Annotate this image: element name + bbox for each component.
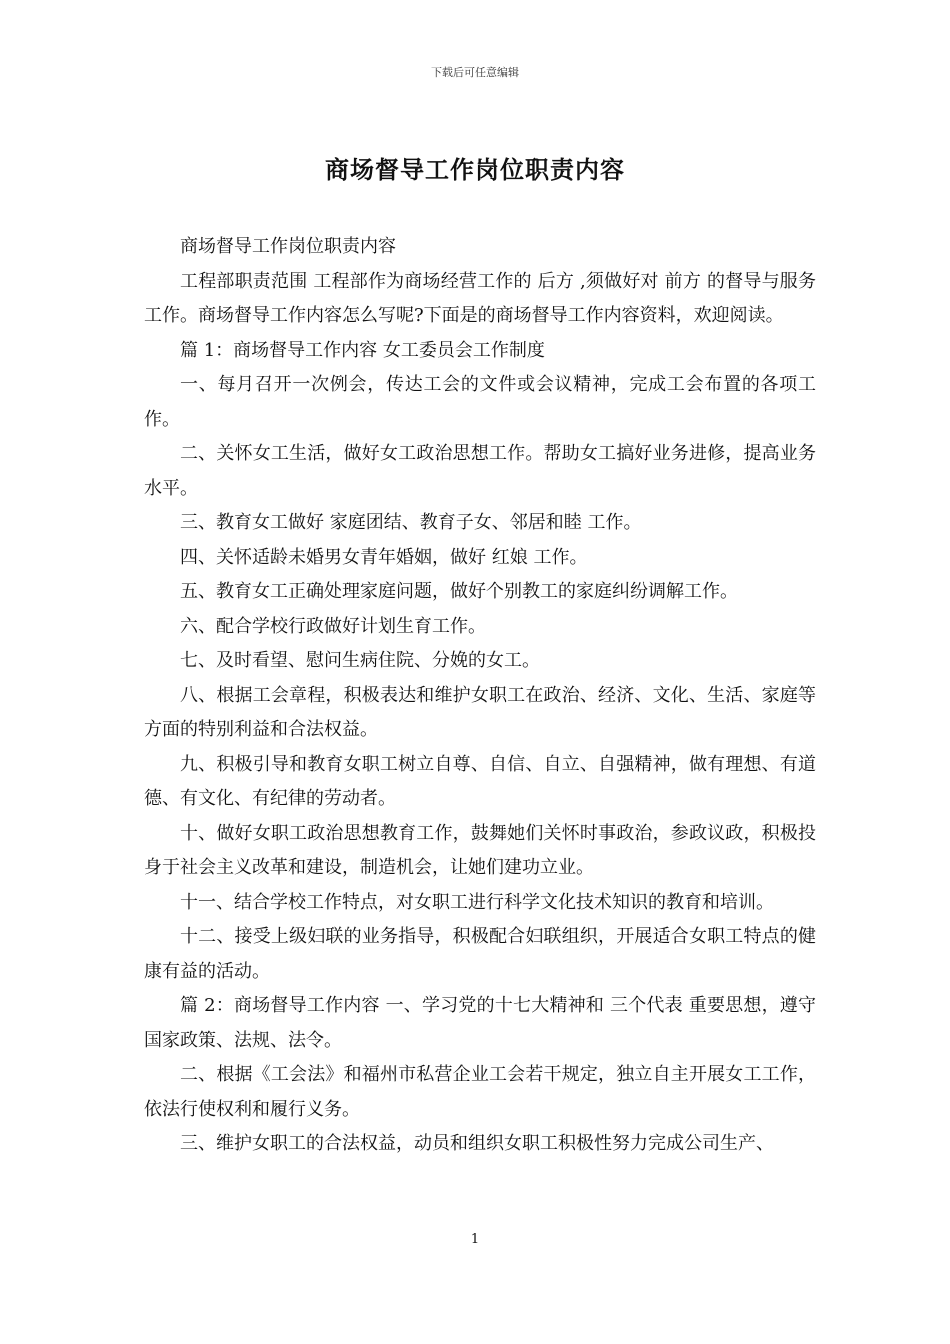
- paragraph: 一、每月召开一次例会，传达工会的文件或会议精神，完成工会布置的各项工作。: [144, 374, 816, 430]
- paragraph: 三、教育女工做好 家庭团结、教育子女、邻居和睦 工作。: [180, 512, 642, 533]
- paragraph: 篇 1：商场督导工作内容 女工委员会工作制度: [180, 339, 545, 361]
- paragraph: 八、根据工会章程，积极表达和维护女职工在政治、经济、文化、生活、家庭等方面的特别利益和合法权益。: [144, 684, 816, 740]
- paragraph: 十、做好女职工政治思想教育工作，鼓舞她们关怀时事政治，参政议政，积极投身于社会主义改革和建设，制造机会，让她们建功立业。: [144, 822, 816, 878]
- document-title: 商场督导工作岗位职责内容: [325, 155, 625, 184]
- paragraph: 七、及时看望、慰问生病住院、分娩的女工。: [180, 650, 540, 671]
- paragraph: 三、维护女职工的合法权益，动员和组织女职工积极性努力完成公司生产、: [180, 1133, 774, 1154]
- paragraph: 二、根据《工会法》和福州市私营企业工会若干规定，独立自主开展女工工作，依法行使权利和履行义务。: [144, 1064, 816, 1120]
- paragraph: 九、积极引导和教育女职工树立自尊、自信、自立、自强精神，做有理想、有道德、有文化、有纪律的劳动者。: [144, 753, 816, 809]
- paragraph: 篇 2：商场督导工作内容 一、学习党的十七大精神和 三个代表 重要思想，遵守国家政策、法规、法令。: [144, 995, 816, 1051]
- paragraph: 商场督导工作岗位职责内容: [180, 236, 396, 257]
- paragraph: 十二、接受上级妇联的业务指导，积极配合妇联组织，开展适合女职工特点的健康有益的活动。: [144, 926, 816, 982]
- document-body: [144, 230, 816, 1162]
- paragraph: 六、配合学校行政做好计划生育工作。: [180, 615, 486, 637]
- paragraph: 四、关怀适龄未婚男女青年婚姻，做好 红娘 工作。: [180, 546, 588, 568]
- paragraph: 二、关怀女工生活，做好女工政治思想工作。帮助女工搞好业务进修，提高业务水平。: [144, 443, 816, 499]
- paragraph: 十一、结合学校工作特点，对女职工进行科学文化技术知识的教育和培训。: [180, 891, 774, 913]
- header-note: 下载后可任意编辑: [431, 66, 519, 79]
- page-number: 1: [470, 1232, 480, 1247]
- paragraph: 工程部职责范围 工程部作为商场经营工作的 后方 ,须做好对 前方 的督导与服务工作。商场督导工作内容怎么写呢?下面是的商场督导工作内容资料，欢迎阅读。: [144, 270, 816, 326]
- paragraph: 五、教育女工正确处理家庭问题，做好个别教工的家庭纠纷调解工作。: [180, 581, 738, 602]
